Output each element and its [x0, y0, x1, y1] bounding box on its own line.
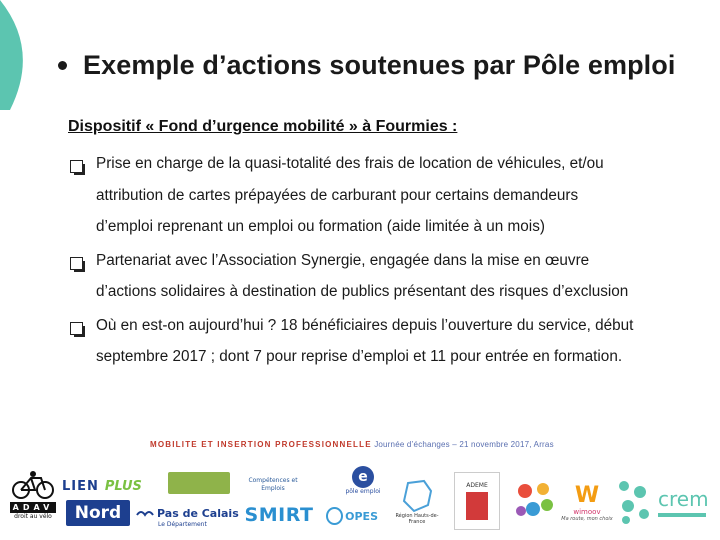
bullet-item: [70, 253, 710, 308]
opes-circle-icon: [326, 507, 343, 525]
footer-event-title: MOBILITE ET INSERTION PROFESSIONNELLE: [150, 440, 372, 449]
competences-logo: [238, 472, 308, 498]
bullet-line: Partenariat avec l’Association Synergie, engagée dans la mise en œuvre: [96, 251, 590, 269]
bullet-item: [70, 318, 710, 373]
partner-logos: [0, 460, 720, 540]
ademe-logo: [454, 472, 500, 530]
bullet-item: [70, 156, 710, 243]
slide-subtitle: Dispositif « Fond d’urgence mobilité » à Fourmies :: [68, 118, 458, 135]
checkbox-bullet-icon: [70, 160, 83, 173]
pas-de-calais-logo: [136, 502, 239, 532]
bullet-line: septembre 2017 ; dont 7 pour reprise d’emploi et 11 pour entrée en formation.: [96, 348, 623, 365]
wimoov-logo: [561, 474, 613, 530]
crem-bar: [658, 513, 706, 517]
plus-label: PLUS: [104, 478, 142, 494]
opes-label: OPES: [345, 509, 378, 523]
crem-molecule-icon: [616, 478, 654, 526]
partner-image-logo: [168, 472, 230, 494]
smirt-logo: [244, 502, 314, 528]
wimoov-w-icon: W: [574, 482, 600, 508]
slide-title: Exemple d’actions soutenues par Pôle emploi: [83, 50, 676, 80]
ademe-flag-icon: [466, 492, 488, 520]
bullet-line: d’actions solidaires à destination de publics présentant des risques d’exclusion: [96, 283, 629, 300]
ademe-label: ADEME: [466, 482, 488, 489]
adav-logo: [10, 470, 56, 532]
corner-decoration: [0, 0, 40, 110]
nord-logo: [66, 500, 130, 526]
footer: [150, 440, 554, 449]
checkbox-bullet-icon: [70, 322, 83, 335]
footer-event-date: Journée d’échanges – 21 novembre 2017, Arras: [374, 440, 554, 449]
bicycle-icon: [11, 470, 55, 500]
pole-emploi-badge-icon: e: [352, 466, 374, 488]
region-logo: [392, 472, 442, 532]
pas-de-calais-label: Pas de Calais: [157, 507, 239, 520]
bullet-line: Où en est-on aujourd’hui ? 18 bénéficiaires depuis l’ouverture du service, début: [96, 316, 634, 334]
competences-label: Compétences et Emplois: [248, 477, 298, 492]
pole-emploi-label: pôle emploi: [345, 487, 381, 495]
lien-label: LIEN: [62, 478, 99, 494]
wimoov-subtitle: Ma route, mon choix: [561, 515, 613, 522]
bullet-text: [96, 148, 604, 243]
crem-logo: [616, 476, 712, 528]
lien-plus-logo: [62, 478, 154, 494]
pole-emploi-logo: [338, 462, 388, 498]
opes-logo: [326, 502, 378, 530]
solidarity-logo: [512, 474, 558, 528]
bullet-line: attribution de cartes prépayées de carburant pour certains demandeurs: [96, 186, 579, 204]
colorful-dots-icon: [513, 479, 557, 523]
wimoov-label: wimoov: [573, 507, 601, 516]
pas-de-calais-subtitle: Le Département: [158, 520, 207, 528]
bullet-line: Prise en charge de la quasi-totalité des frais de location de véhicules, et/ou: [96, 155, 604, 172]
bullet-text: [96, 310, 633, 373]
seagull-icon: [136, 507, 154, 521]
bullet-line: d’emploi reprenant un emploi ou formation (aide limitée à un mois): [96, 218, 545, 235]
region-label: Région Hauts-de-France: [395, 513, 439, 525]
adav-label: ADAV: [10, 502, 57, 513]
nord-label: Nord: [74, 503, 122, 523]
checkbox-bullet-icon: [70, 257, 83, 270]
title-bullet-icon: [58, 61, 67, 70]
region-map-icon: [400, 479, 434, 513]
smirt-label: SMIRT: [244, 504, 314, 526]
adav-subtitle: droit au vélo: [14, 513, 52, 520]
title-row: [58, 50, 675, 81]
bullet-text: [96, 245, 628, 308]
bullet-list: [70, 156, 710, 383]
crem-label: crem: [658, 487, 709, 511]
